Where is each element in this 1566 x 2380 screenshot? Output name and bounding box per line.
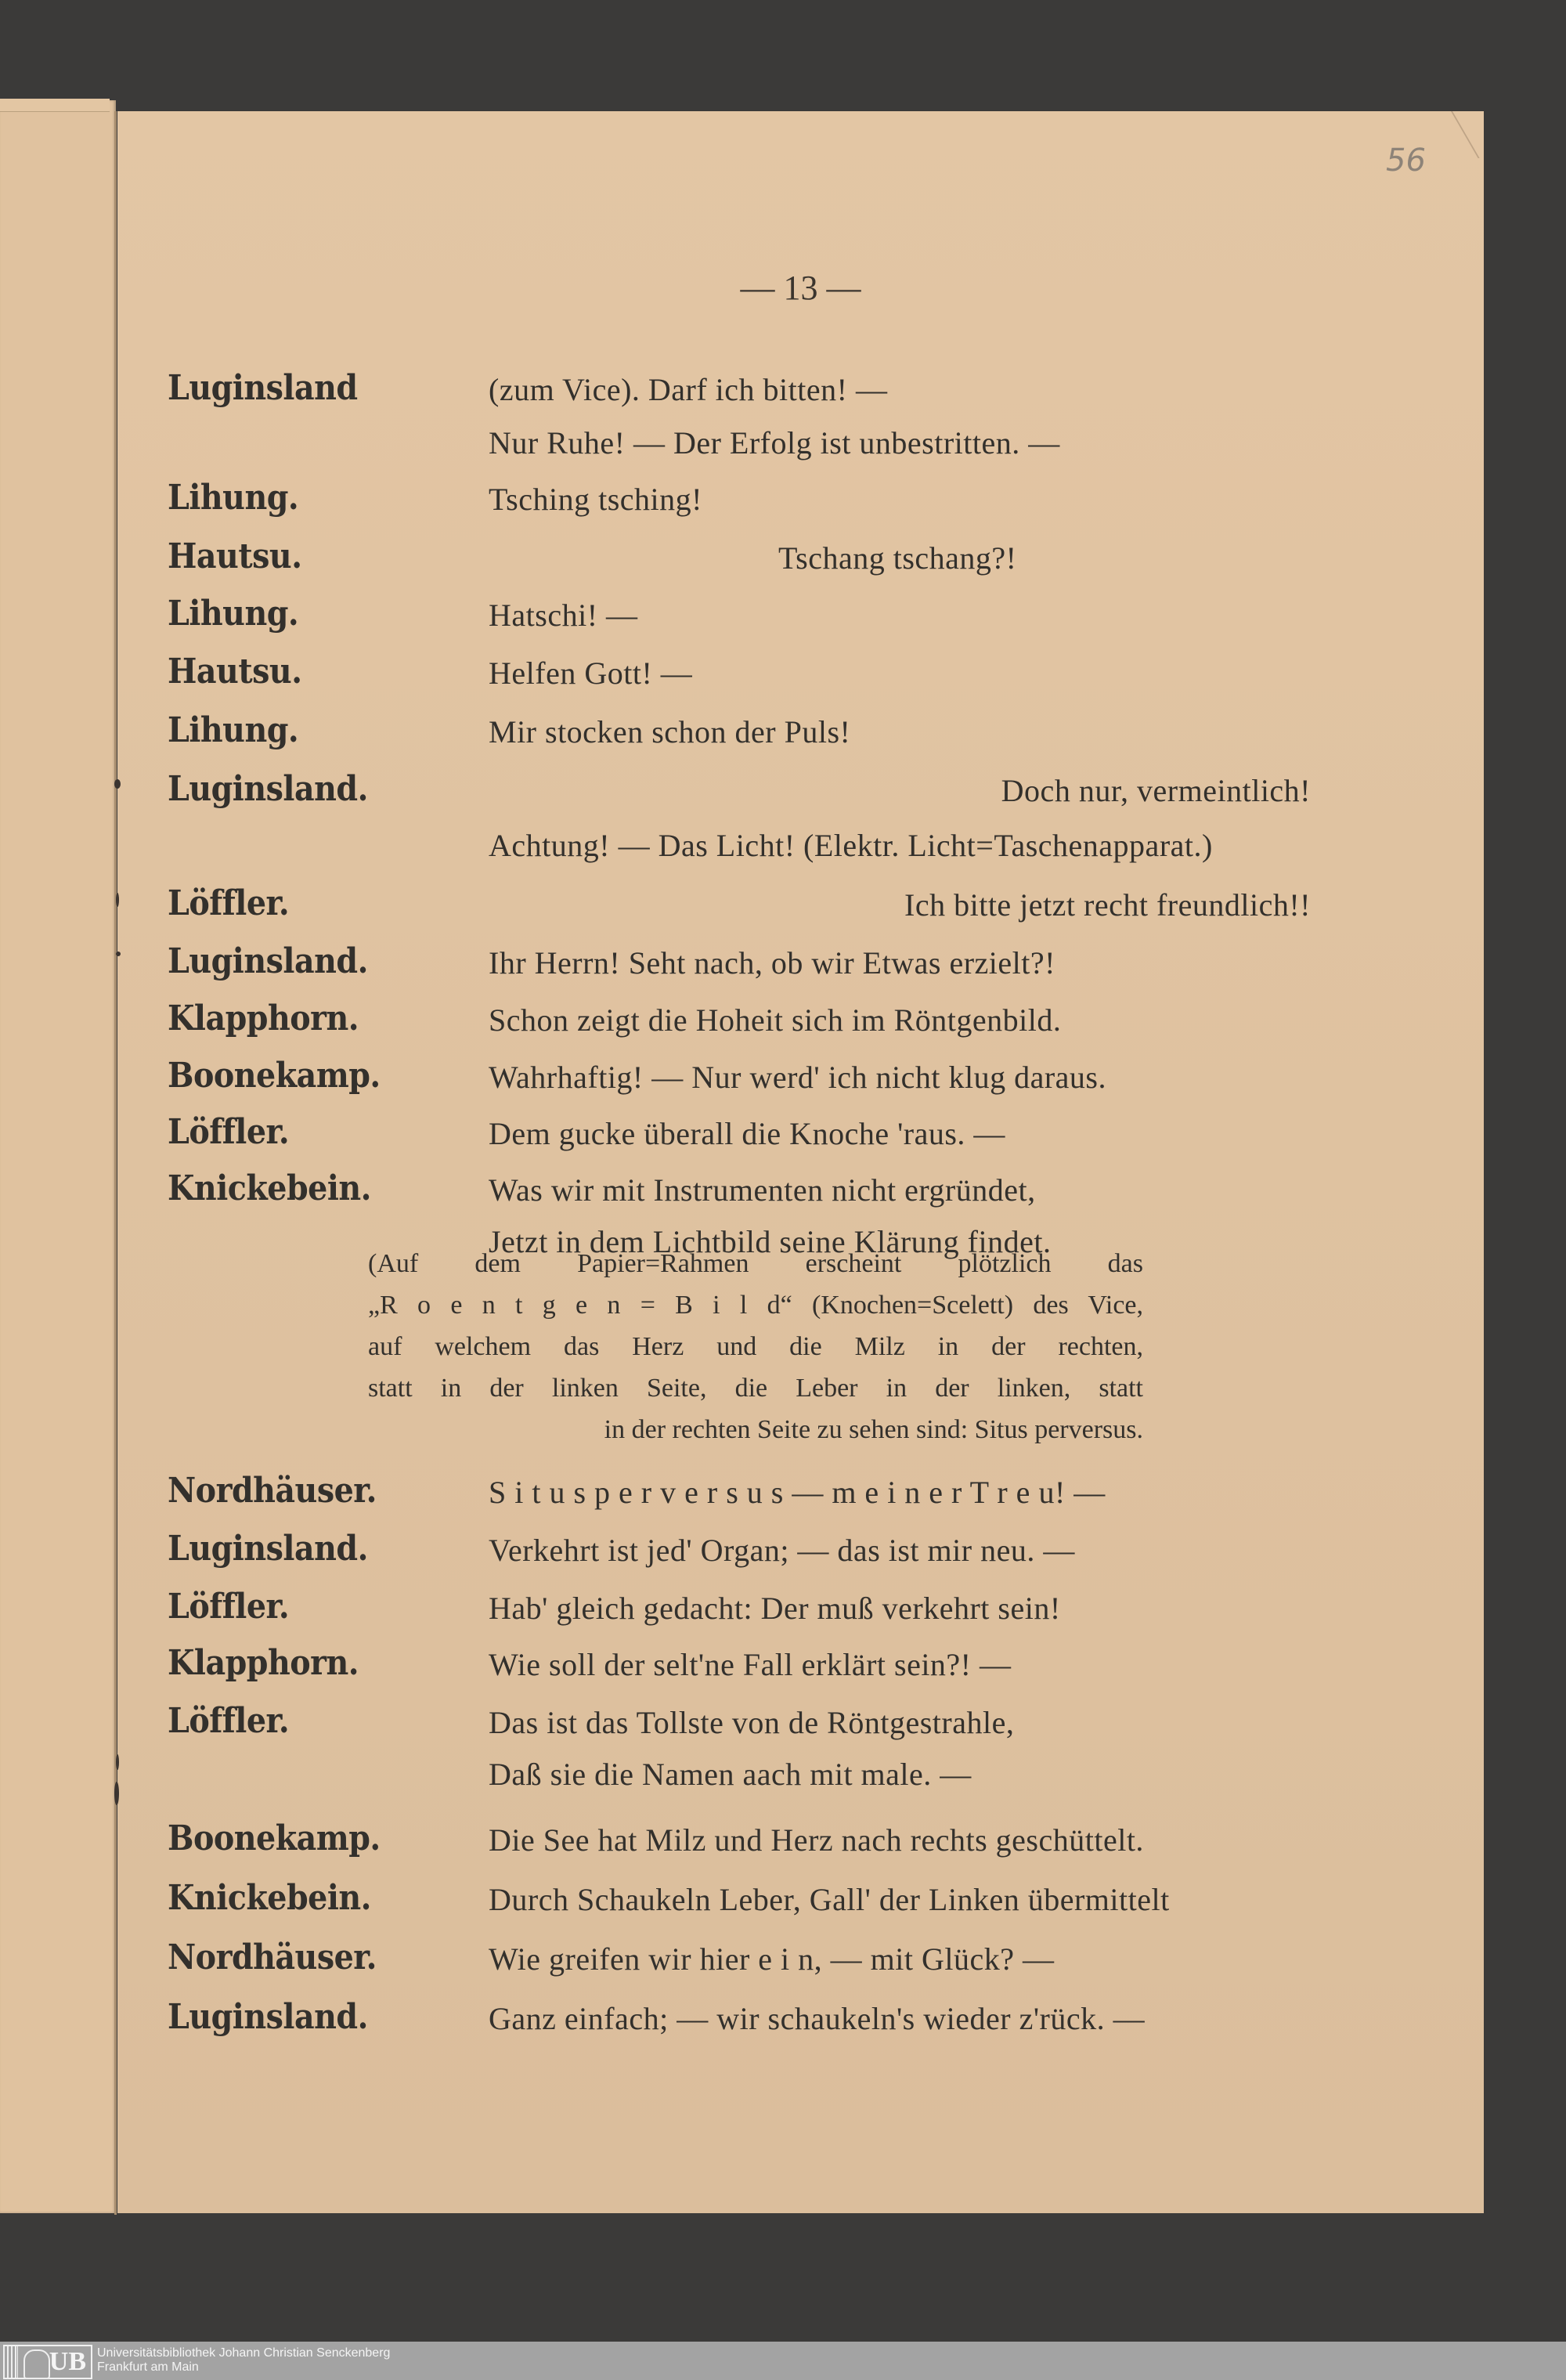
speech-text: Tsching tsching!	[489, 482, 702, 517]
speech-text: Wie soll der selt'ne Fall erklärt sein?! —	[489, 1647, 1012, 1682]
institution-name: Universitätsbibliothek Johann Christian Senckenberg	[97, 2346, 391, 2360]
speaker-name: Löffler.	[168, 883, 290, 923]
page-number: — 13 —	[740, 269, 861, 307]
library-footer	[0, 2342, 1566, 2380]
book-spine	[114, 111, 117, 2215]
left-page-top-edge	[0, 99, 110, 112]
dialogue-line	[168, 1529, 1311, 1584]
stage-direction-line: in der rechten Seite zu sehen sind: Situs perversus.	[604, 1415, 1143, 1444]
dialogue-line	[168, 1753, 1311, 1808]
ink-spot	[116, 893, 119, 907]
dialogue-line	[168, 368, 1311, 423]
speaker-name: Luginsland.	[168, 1997, 368, 2037]
institution-city: Frankfurt am Main	[97, 2360, 199, 2374]
stage-direction-line: (Auf dem Papier=Rahmen erscheint plötzlich das	[368, 1249, 1143, 1278]
speaker-name: Hautsu.	[168, 652, 302, 692]
speech-text: Die See hat Milz und Herz nach rechts geschüttelt.	[489, 1822, 1144, 1858]
speaker-name: Luginsland.	[168, 769, 368, 809]
portrait-icon	[23, 2349, 50, 2379]
dialogue-line	[168, 1818, 1311, 1873]
speaker-name: Luginsland.	[168, 941, 368, 981]
ink-spot	[114, 779, 121, 789]
stage-direction-line: statt in der linken Seite, die Leber in der linken, statt	[368, 1374, 1143, 1403]
dialogue-line	[168, 769, 1311, 824]
speaker-name: Knickebein.	[168, 1168, 371, 1208]
speaker-name: Löffler.	[168, 1701, 290, 1741]
dialogue-line	[168, 478, 1311, 533]
speech-text: Dem gucke überall die Knoche 'raus. —	[489, 1116, 1005, 1151]
dialogue-line	[168, 1878, 1311, 1933]
speaker-name: Luginsland	[168, 368, 358, 408]
book-spines-icon	[3, 2346, 18, 2378]
speech-text: Helfen Gott! —	[489, 655, 693, 691]
dialogue-line	[168, 1056, 1311, 1111]
dialogue-line	[168, 1643, 1311, 1698]
pencil-folio-mark: 56	[1386, 143, 1426, 179]
speaker-name: Klapphorn.	[168, 999, 359, 1038]
dialogue-line	[168, 824, 1311, 879]
dialogue-line	[168, 1112, 1311, 1167]
speech-text: Doch nur, vermeintlich!	[1001, 773, 1311, 808]
dialogue-line	[168, 999, 1311, 1053]
stage-direction-line: auf welchem das Herz und die Milz in der rechten,	[368, 1332, 1143, 1361]
speech-text: (zum Vice). Darf ich bitten! —	[489, 372, 888, 407]
stage-direction	[368, 1243, 1143, 1450]
speech-text: Ganz einfach; — wir schaukeln's wieder z'rück. —	[489, 2001, 1146, 2036]
speech-text: Verkehrt ist jed' Organ; — das ist mir neu. —	[489, 1533, 1075, 1568]
speaker-name: Löffler.	[168, 1587, 290, 1627]
speaker-name: Klapphorn.	[168, 1643, 359, 1683]
dialogue-line	[168, 1168, 1311, 1223]
speaker-name: Löffler.	[168, 1112, 290, 1152]
speaker-name: Lihung.	[168, 478, 299, 518]
ub-logo-text: UB	[49, 2347, 86, 2376]
library-name	[97, 2346, 390, 2375]
dialogue-line	[168, 1701, 1311, 1756]
dialogue-line	[168, 421, 1311, 476]
ub-logo	[3, 2345, 92, 2379]
dialogue-line	[168, 536, 1311, 591]
dialogue-line	[168, 652, 1311, 706]
speech-text: Was wir mit Instrumenten nicht ergründet,	[489, 1172, 1036, 1208]
speech-text: Ich bitte jetzt recht freundlich!!	[904, 887, 1311, 923]
dialogue-line	[168, 1938, 1311, 1992]
speaker-name: Boonekamp.	[168, 1056, 381, 1096]
speech-text: Ihr Herrn! Seht nach, ob wir Etwas erzielt?!	[489, 945, 1055, 981]
speech-text: Das ist das Tollste von de Röntgestrahle,	[489, 1705, 1015, 1740]
speech-text: S i t u s p e r v e r s u s — m e i n e r T r e u! —	[489, 1475, 1106, 1510]
speech-text: Hab' gleich gedacht: Der muß verkehrt sein!	[489, 1591, 1061, 1626]
speaker-name: Lihung.	[168, 710, 299, 750]
speech-text: Durch Schaukeln Leber, Gall' der Linken übermittelt	[489, 1882, 1170, 1917]
dialogue-line	[168, 941, 1311, 996]
dialogue-line	[168, 1471, 1311, 1526]
speaker-name: Lihung.	[168, 594, 299, 634]
speech-text: Hatschi! —	[489, 598, 638, 633]
ink-spot	[116, 1754, 119, 1770]
dialogue-line	[168, 1997, 1311, 2052]
speech-text: Daß sie die Namen aach mit male. —	[489, 1757, 972, 1792]
speaker-name: Nordhäuser.	[168, 1938, 377, 1977]
speech-text: Nur Ruhe! — Der Erfolg ist unbestritten. —	[489, 425, 1060, 460]
speaker-name: Knickebein.	[168, 1878, 371, 1918]
speaker-name: Boonekamp.	[168, 1818, 381, 1858]
ink-spot	[114, 1782, 119, 1805]
ink-spot	[116, 952, 121, 956]
speech-text: Wahrhaftig! — Nur werd' ich nicht klug daraus.	[489, 1060, 1106, 1095]
stage-direction-line: „R o e n t g e n = B i l d“ (Knochen=Scelett) des Vice,	[368, 1291, 1143, 1320]
speech-text: Achtung! — Das Licht! (Elektr. Licht=Taschenapparat.)	[489, 828, 1213, 863]
speech-text: Schon zeigt die Hoheit sich im Röntgenbild.	[489, 1002, 1062, 1038]
dialogue-line	[168, 883, 1311, 938]
speech-text: Wie greifen wir hier e i n, — mit Glück? —	[489, 1941, 1055, 1977]
dialogue-line	[168, 594, 1311, 648]
corner-fold	[1451, 111, 1511, 158]
speech-text: Jetzt in dem Lichtbild seine Klärung findet.	[489, 1224, 1052, 1259]
dialogue-line	[168, 710, 1311, 765]
left-page-edge	[0, 100, 116, 2213]
speaker-name: Luginsland.	[168, 1529, 368, 1569]
speech-text: Mir stocken schon der Puls!	[489, 714, 851, 749]
speech-text: Tschang tschang?!	[778, 540, 1017, 576]
speaker-name: Nordhäuser.	[168, 1471, 377, 1511]
speaker-name: Hautsu.	[168, 536, 302, 576]
dialogue-line	[168, 1587, 1311, 1641]
